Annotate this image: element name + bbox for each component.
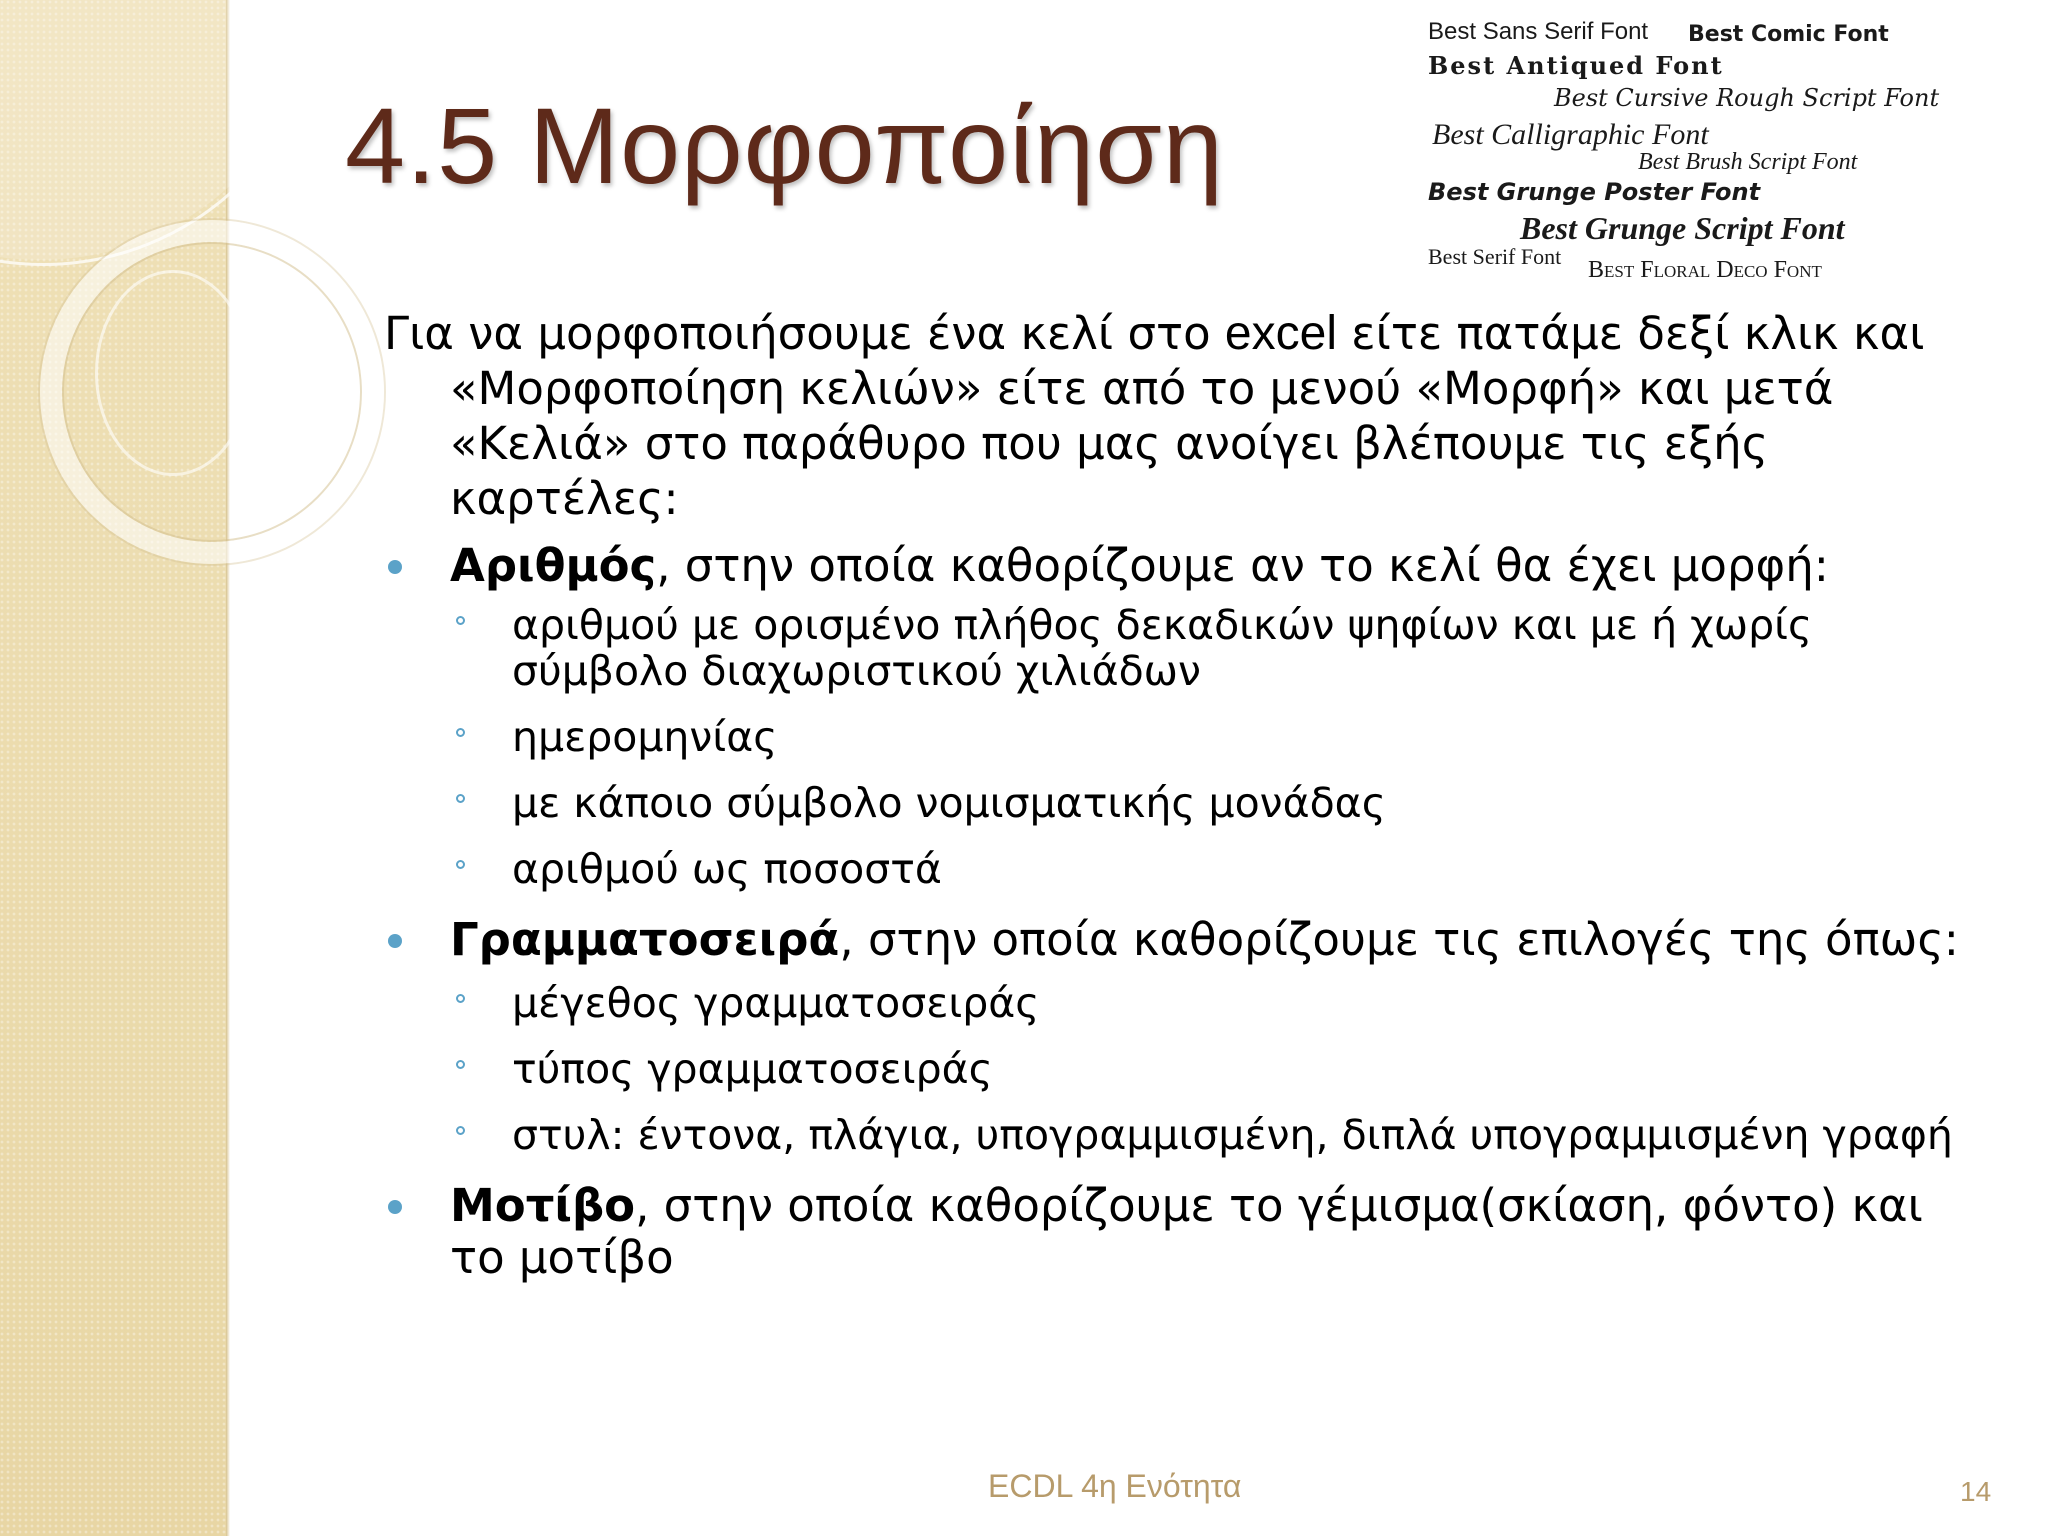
font-sample-calligraphic: Best Calligraphic Font: [1432, 118, 1709, 151]
bullet-item: [384, 540, 1974, 592]
bullet-text: , στην οποία καθορίζουμε το γέμισμα(σκίαση, φόντο) και το μοτίβο: [450, 1179, 1923, 1284]
bullet-icon: [388, 1200, 402, 1214]
font-sample-grunge-script: Best Grunge Script Font: [1520, 210, 1845, 246]
font-sample-comic: Best Comic Font: [1688, 22, 1889, 47]
bullet-text: , στην οποία καθορίζουμε τις επιλογές της όπως:: [839, 913, 1959, 966]
sub-bullet-icon: [456, 728, 465, 737]
sub-bullet-icon: [456, 1060, 465, 1069]
sub-item: στυλ: έντονα, πλάγια, υπογραμμισμένη, διπλά υπογραμμισμένη γραφή: [384, 1112, 1974, 1158]
bullet-item: [384, 914, 1974, 966]
font-sample-brush: Best Brush Script Font: [1638, 149, 1858, 175]
bullet-text: , στην οποία καθορίζουμε αν το κελί θα έχει μορφή:: [656, 539, 1829, 592]
sub-bullet-icon: [456, 860, 465, 869]
font-sample-antiqued: Best Antiqued Font: [1428, 51, 1724, 80]
sub-bullet-icon: [456, 1126, 465, 1135]
font-sample-floral-deco: Best Floral Deco Font: [1588, 257, 1822, 283]
decorative-side-panel: [0, 0, 226, 1536]
bullet-term: Γραμματοσειρά: [450, 913, 840, 966]
font-sample-grunge-poster: Best Grunge Poster Font: [1428, 178, 1761, 206]
sub-bullet-icon: [456, 616, 465, 625]
side-panel-edge: [226, 0, 230, 1536]
sub-bullet-icon: [456, 794, 465, 803]
excel-word: excel: [1224, 307, 1337, 360]
bullet-icon: [388, 560, 402, 574]
footer-text: ECDL 4η Ενότητα: [988, 1468, 1242, 1504]
font-sample-sans-serif: Best Sans Serif Font: [1428, 18, 1649, 45]
slide-body: [384, 306, 1974, 1284]
bullet-term: Αριθμός: [450, 539, 657, 592]
slide-title: 4.5 Μορφοποίηση: [345, 85, 1224, 206]
sub-bullet-icon: [456, 994, 465, 1003]
sub-item: ημερομηνίας: [384, 714, 1974, 760]
font-sample-cursive: Best Cursive Rough Script Font: [1554, 84, 1940, 112]
font-sample-serif: Best Serif Font: [1428, 244, 1562, 269]
intro-paragraph: Για να μορφοποιήσουμε ένα κελί στο excel είτε πατάμε δεξί κλικ και «Μορφοποίηση κελιών» είτε από το μενού «Μορφή» και μετά «Κελιά» στο παράθυρο που μας ανοίγει βλέπουμε τις εξής καρτέλες:: [384, 307, 1925, 525]
sub-item: αριθμού με ορισμένο πλήθος δεκαδικών ψηφίων και με ή χωρίς σύμβολο διαχωριστικού χιλιάδων: [384, 602, 1974, 694]
bullet-item: [384, 1180, 1974, 1284]
font-samples-image: [1424, 14, 1940, 290]
bullet-icon: [388, 934, 402, 948]
sub-item: αριθμού ως ποσοστά: [384, 846, 1974, 892]
bullet-term: Μοτίβο: [450, 1179, 636, 1232]
sub-item: τύπος γραμματοσειράς: [384, 1046, 1974, 1092]
sub-item: με κάποιο σύμβολο νομισματικής μονάδας: [384, 780, 1974, 826]
page-number: 14: [1960, 1476, 1992, 1507]
sub-item: μέγεθος γραμματοσειράς: [384, 980, 1974, 1026]
